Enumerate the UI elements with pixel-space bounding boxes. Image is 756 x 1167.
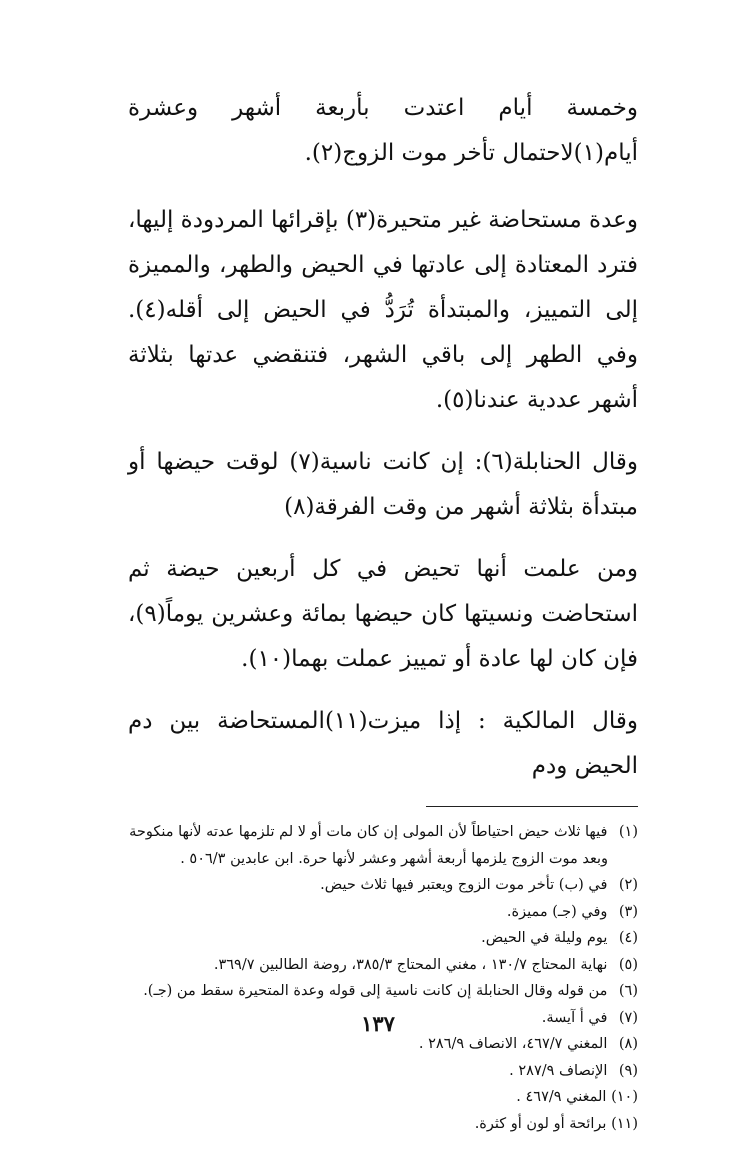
- footnote-number: (١٠): [611, 1089, 638, 1105]
- footnote-text: الإنصاف ٢٨٧/٩ .: [509, 1062, 608, 1079]
- footnote-text: في أ آيسة.: [541, 1009, 608, 1026]
- footnote-text: وبعد موت الزوج يلزمها أربعة أشهر وعشر لأنها حرة. ابن عابدين ٥٠٦/٣ .: [180, 850, 608, 867]
- footnote-5: [128, 952, 638, 979]
- footnote-1: [128, 819, 638, 846]
- footnote-number: (٦): [618, 983, 638, 999]
- footnote-text: من قوله وقال الحنابلة إن كانت ناسية إلى قوله وعدة المتحيرة سقط من (جـ).: [143, 983, 608, 999]
- main-text: [128, 86, 638, 789]
- footnote-number: (٨): [618, 1036, 638, 1052]
- footnote-2: [128, 872, 638, 899]
- footnote-number: (٣): [618, 903, 638, 920]
- footnote-6: [128, 978, 638, 1005]
- footnote-3: [128, 899, 638, 926]
- footnote-number: (١): [618, 824, 638, 840]
- footnote-1-continued: [128, 846, 638, 873]
- footnote-text: برائحة أو لون أو كثرة.: [474, 1115, 607, 1132]
- page-number: ١٣٧: [361, 1011, 395, 1036]
- footnote-10: [128, 1084, 638, 1111]
- footnote-text: نهاية المحتاج ١٣٠/٧ ، مغني المحتاج ٣٨٥/٣، روضة الطالبين ٣٦٩/٧.: [213, 956, 608, 973]
- footnote-9: [128, 1058, 638, 1085]
- footnote-number: (٢): [618, 877, 638, 893]
- footnote-text: فيها ثلاث حيض احتياطاً لأن المولى إن كان مات أو لا لم تلزمها عدته لأنها منكوحة: [129, 824, 608, 840]
- footnote-text: يوم وليلة في الحيض.: [481, 930, 608, 946]
- footnote-number: (٩): [618, 1062, 638, 1079]
- footnote-text: المغني ٤٦٧/٩ .: [516, 1089, 607, 1105]
- paragraph-5: وقال المالكية : إذا ميزت(١١)المستحاضة بين دم الحيض ودم: [128, 708, 638, 779]
- footnote-number: (٧): [618, 1009, 638, 1026]
- footnote-text: وفي (جـ) مميزة.: [506, 903, 608, 920]
- footnote-number: (٥): [618, 956, 638, 973]
- footnotes: [128, 819, 638, 1137]
- footnote-number: (١١): [611, 1115, 638, 1132]
- paragraph-2: وعدة مستحاضة غير متحيرة(٣) بإقرائها المردودة إليها، فترد المعتادة إلى عادتها في الحيض والطهر، والمميزة إلى التمييز، والمبتدأة تُرَدُّ في الحيض إلى أقله(٤). وفي الطهر إلى باقي الشهر، فتنقضي عدتها بثلاثة أشهر عددية عندنا(٥).: [128, 207, 638, 413]
- footnote-number: (٤): [618, 930, 638, 946]
- paragraph-4: ومن علمت أنها تحيض في كل أربعين حيضة ثم استحاضت ونسيتها كان حيضها بمائة وعشرين يوماً(٩)، فإن كان لها عادة أو تمييز عملت بهما(١٠).: [128, 556, 638, 672]
- footnote-4: [128, 925, 638, 952]
- footnote-11: [128, 1111, 638, 1138]
- paragraph-3: وقال الحنابلة(٦): إن كانت ناسية(٧) لوقت حيضها أو مبتدأة بثلاثة أشهر من وقت الفرقة(٨): [128, 449, 638, 520]
- page-content: [128, 86, 638, 1137]
- paragraph-1: وخمسة أيام اعتدت بأربعة أشهر وعشرة أيام(١)لاحتمال تأخر موت الزوج(٢).: [128, 95, 638, 166]
- footnote-separator: [426, 806, 638, 807]
- footnote-text: في (ب) تأخر موت الزوج ويعتبر فيها ثلاث حيض.: [320, 877, 608, 893]
- footnote-text: المغني ٤٦٧/٧، الانصاف ٢٨٦/٩ .: [418, 1036, 608, 1052]
